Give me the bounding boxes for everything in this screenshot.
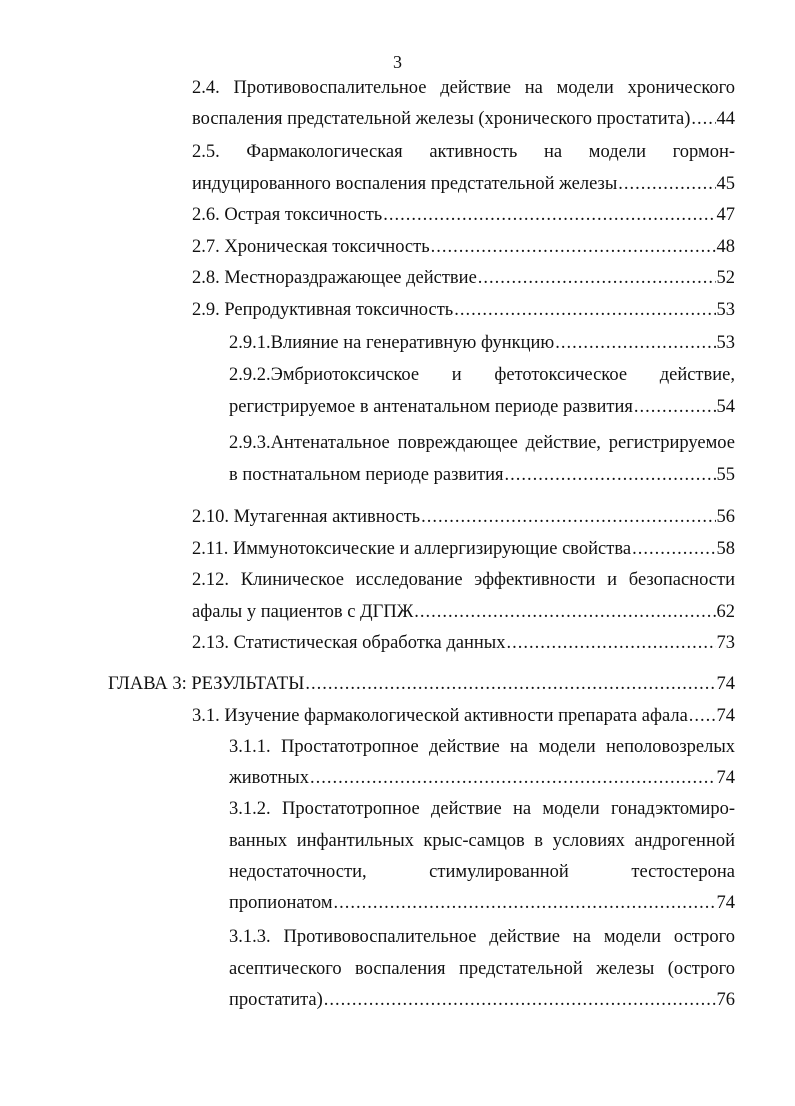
toc-entry-title: 2.9. Репродуктивная токсичность [192, 300, 454, 320]
toc-entry[interactable] [229, 463, 735, 487]
toc-entry-line: недостаточности, стимулированной тестостерона [229, 862, 735, 882]
dot-leader [414, 600, 715, 624]
toc-entry-title: афалы у пациентов с ДГПЖ [192, 602, 414, 622]
toc-page-number: 74 [716, 768, 735, 788]
toc-entry[interactable] [192, 203, 735, 227]
toc-entry-line: 2.12. Клиническое исследование эффективности и безопасности [192, 570, 735, 590]
toc-entry[interactable] [192, 266, 735, 290]
toc-entry[interactable] [192, 172, 735, 196]
toc-entry-title: 2.10. Мутагенная активность [192, 507, 421, 527]
dot-leader [618, 172, 715, 196]
toc-page-number: 62 [716, 602, 735, 622]
dot-leader [506, 631, 715, 655]
toc-entry-title: простатита) [229, 990, 323, 1010]
toc-entry-title: 2.8. Местнораздражающее действие [192, 268, 477, 288]
toc-entry-line: 3.1.1. Простатотропное действие на модели неполовозрелых [229, 737, 735, 757]
dot-leader [421, 505, 715, 529]
dot-leader [634, 395, 716, 419]
dot-leader [454, 298, 715, 322]
toc-entry-title: 2.13. Статистическая обработка данных [192, 633, 506, 653]
toc-page-number: 48 [716, 237, 735, 257]
dot-leader [305, 672, 715, 696]
dot-leader [555, 331, 715, 355]
page-number: 3 [393, 52, 402, 72]
toc-entry[interactable] [192, 298, 735, 322]
toc-page-number: 54 [716, 397, 735, 417]
toc-page-number: 55 [716, 465, 735, 485]
toc-entry-title: индуцированного воспаления предстательной железы [192, 174, 618, 194]
toc-entry[interactable] [229, 766, 735, 790]
toc-entry-title: животных [229, 768, 309, 788]
toc-entry[interactable] [192, 631, 735, 655]
toc-entry-title: 3.1. Изучение фармакологической активности препарата афала [192, 706, 688, 726]
toc-entry-line: 2.9.3.Антенатальное повреждающее действие, регистрируемое [229, 433, 735, 453]
toc-entry[interactable] [229, 891, 735, 915]
toc-entry[interactable] [192, 537, 735, 561]
dot-leader [478, 266, 716, 290]
toc-entry[interactable] [192, 505, 735, 529]
toc-page-number: 74 [716, 893, 735, 913]
dot-leader [632, 537, 715, 561]
toc-entry[interactable] [192, 107, 735, 131]
dot-leader [505, 463, 716, 487]
toc-page-number: 53 [716, 300, 735, 320]
toc-entry-line: 2.4. Противовоспалительное действие на модели хронического [192, 78, 735, 98]
toc-entry-title: 2.9.1.Влияние на генеративную функцию [229, 333, 555, 353]
toc-entry-line: 2.5. Фармакологическая активность на модели гормон- [192, 142, 735, 162]
toc-entry[interactable] [192, 704, 735, 728]
toc-entry[interactable] [108, 672, 735, 696]
toc-page-number: 73 [716, 633, 735, 653]
toc-entry-line: 3.1.3. Противовоспалительное действие на модели острого [229, 927, 735, 947]
dot-leader [691, 107, 715, 131]
dot-leader [310, 766, 716, 790]
toc-entry-title: 2.7. Хроническая токсичность [192, 237, 430, 257]
toc-page-number: 56 [716, 507, 735, 527]
toc-entry[interactable] [229, 331, 735, 355]
toc-page-number: 44 [716, 109, 735, 129]
toc-entry-line: асептического воспаления предстательной железы (острого [229, 959, 735, 979]
toc-page-number: 45 [716, 174, 735, 194]
toc-entry[interactable] [192, 600, 735, 624]
toc-page-number: 58 [716, 539, 735, 559]
dot-leader [383, 203, 715, 227]
dot-leader [334, 891, 716, 915]
toc-entry-title: воспаления предстательной железы (хронического простатита) [192, 109, 691, 129]
toc-page-number: 76 [716, 990, 735, 1010]
toc-entry[interactable] [192, 235, 735, 259]
toc-entry-line: ванных инфантильных крыс-самцов в условиях андрогенной [229, 831, 735, 851]
toc-entry-title: регистрируемое в антенатальном периоде развития [229, 397, 633, 417]
toc-entry-title: пропионатом [229, 893, 333, 913]
toc-page-number: 53 [716, 333, 735, 353]
toc-entry[interactable] [229, 988, 735, 1012]
dot-leader [431, 235, 716, 259]
toc-entry-title: 2.11. Иммунотоксические и аллергизирующие свойства [192, 539, 632, 559]
dot-leader [689, 704, 716, 728]
dot-leader [324, 988, 716, 1012]
toc-page-number: 52 [716, 268, 735, 288]
toc-entry-title: ГЛАВА 3: РЕЗУЛЬТАТЫ [108, 674, 305, 694]
toc-page-number: 74 [716, 674, 735, 694]
toc-entry-line: 2.9.2.Эмбриотоксичское и фетотоксическое действие, [229, 365, 735, 385]
toc-entry[interactable] [229, 395, 735, 419]
toc-page-number: 74 [716, 706, 735, 726]
toc-entry-title: в постнатальном периоде развития [229, 465, 504, 485]
toc-entry-title: 2.6. Острая токсичность [192, 205, 383, 225]
toc-entry-line: 3.1.2. Простатотропное действие на модели гонадэктомиро- [229, 799, 735, 819]
toc-page-number: 47 [716, 205, 735, 225]
